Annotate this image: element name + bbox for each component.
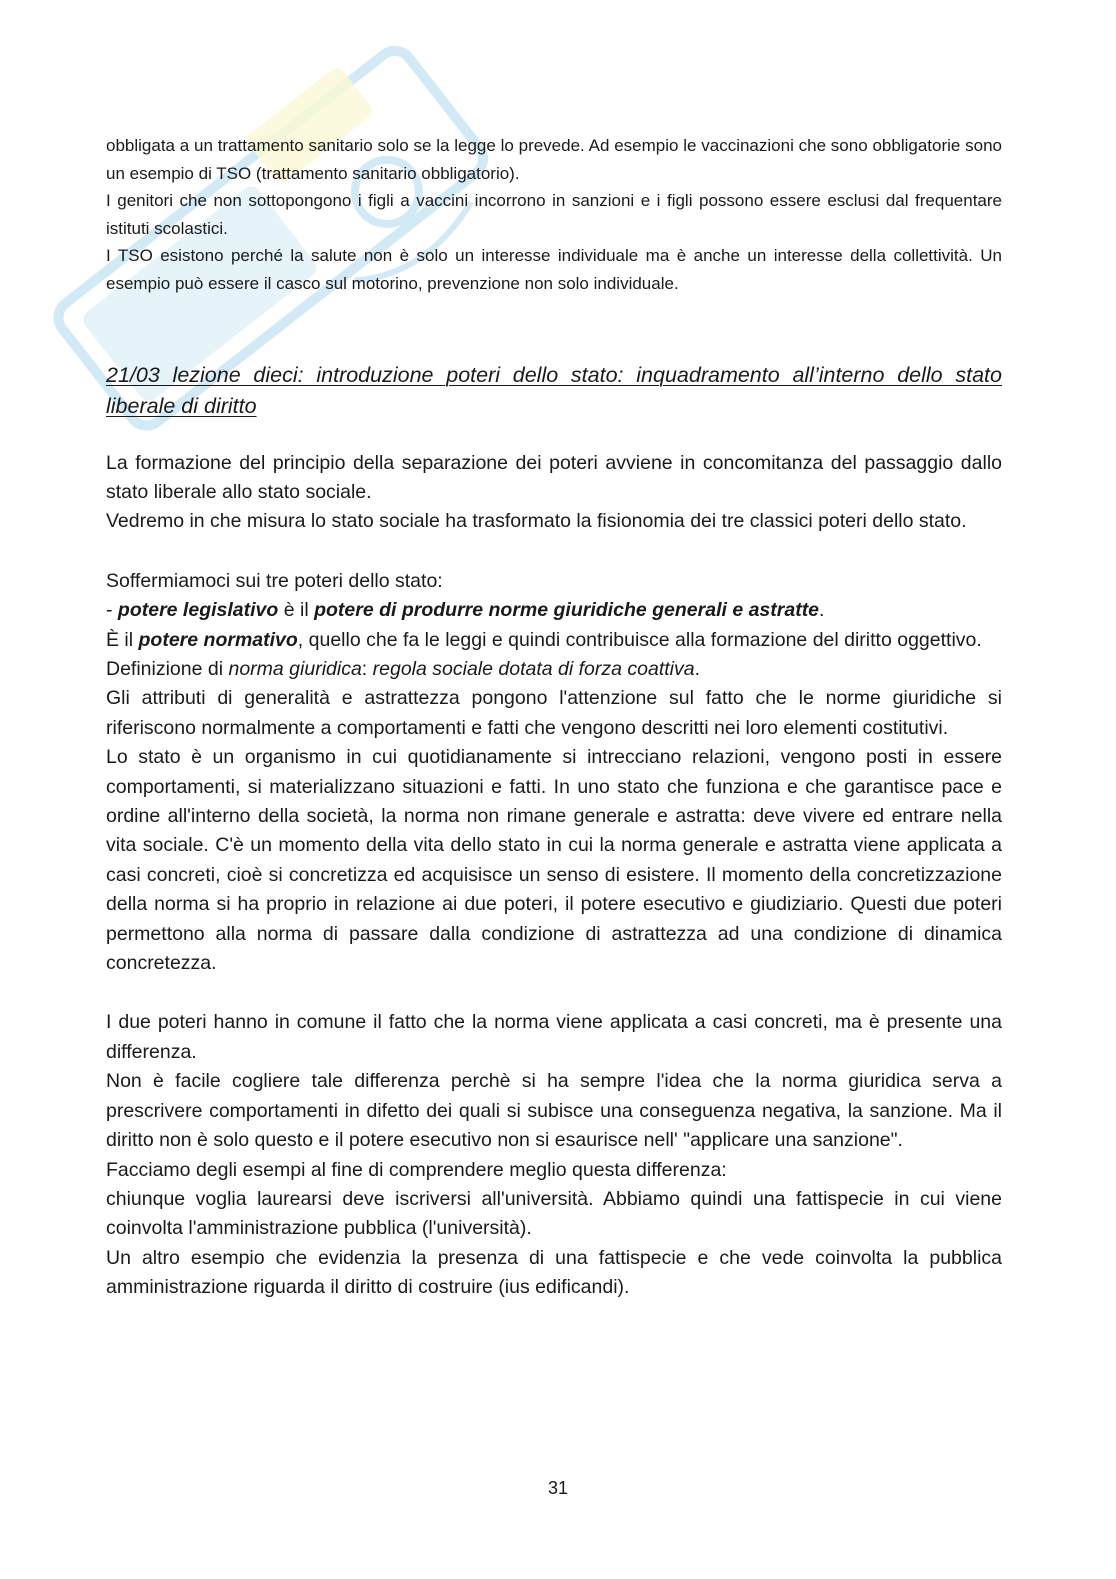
bold-term: potere legislativo bbox=[117, 599, 279, 622]
text-run: : bbox=[361, 658, 373, 680]
bold-term: potere di produrre norme giuridiche generali e astratte bbox=[314, 599, 820, 622]
bold-term: potere normativo bbox=[138, 628, 298, 651]
paragraph: Facciamo degli esempi al fine di comprendere meglio questa differenza: bbox=[106, 1158, 727, 1181]
paragraph: I TSO esistono perché la salute non è solo un interesse individuale ma è anche un interesse della collettività. Un esempio può essere il casco sul motorino, prevenzione non solo individuale. bbox=[106, 246, 1002, 293]
paragraph-normativo bbox=[106, 626, 1002, 655]
paragraph-legislativo bbox=[106, 596, 1002, 625]
paragraph: Un altro esempio che evidenzia la presenza di una fattispecie e che vede coinvolta la pubblica amministrazione riguarda il diritto di costruire (ius edificandi). bbox=[106, 1246, 1002, 1299]
intro-section bbox=[106, 132, 1002, 298]
paragraph: chiunque voglia laurearsi deve iscriversi all'università. Abbiamo quindi una fattispecie in cui viene coinvolta l'amministrazione pubblica (l'università). bbox=[106, 1187, 1002, 1240]
italic-term: norma giuridica bbox=[228, 658, 362, 680]
paragraph-definizione bbox=[106, 655, 1002, 684]
text-run: . bbox=[694, 658, 701, 680]
text-run: . bbox=[819, 599, 825, 622]
text-run: è il bbox=[278, 599, 315, 622]
text-run: Definizione di bbox=[106, 658, 229, 680]
text-run: , quello che fa le leggi e quindi contribuisce alla formazione del diritto oggettivo. bbox=[297, 628, 982, 651]
section-heading: 21/03 lezione dieci: introduzione poteri dello stato: inquadramento all’interno dello stato liberale di diritto bbox=[106, 362, 1002, 419]
paragraph: I due poteri hanno in comune il fatto che la norma viene applicata a casi concreti, ma è presente una differenza. bbox=[106, 1011, 1002, 1063]
paragraph: Non è facile cogliere tale differenza perchè si ha sempre l'idea che la norma giuridica serva a prescrivere comportamenti in difetto dei quali si subisce una conseguenza negativa, la sanzione. Ma il diritto non è solo questo e il potere esecutivo non si esaurisce nell' "applicare una sanzione". bbox=[106, 1070, 1002, 1152]
page-number: 31 bbox=[547, 1478, 569, 1498]
paragraph: I genitori che non sottopongono i figli a vaccini incorrono in sanzioni e i figli possono essere esclusi dal frequentare istituti scolastici. bbox=[106, 191, 1002, 238]
text-run: È il bbox=[106, 628, 139, 651]
paragraph: Gli attributi di generalità e astrattezza pongono l'attenzione sul fatto che le norme giuridiche si riferiscono normalmente a comportamenti e fatti che vengono descritti nei loro elementi costitutivi. bbox=[106, 687, 1002, 739]
section-differenza bbox=[106, 1008, 1002, 1302]
text-run: - bbox=[106, 599, 118, 622]
paragraph: La formazione del principio della separazione dei poteri avviene in concomitanza del passaggio dallo stato liberale allo stato sociale. bbox=[106, 451, 1002, 503]
italic-term: regola sociale dotata di forza coattiva bbox=[372, 658, 695, 680]
paragraph: obbligata a un trattamento sanitario solo se la legge lo prevede. Ad esempio le vaccinazioni che sono obbligatorie sono un esempio di TSO (trattamento sanitario obbligatorio). bbox=[106, 136, 1002, 183]
paragraph: Soffermiamoci sui tre poteri dello stato: bbox=[106, 569, 443, 592]
document-body bbox=[106, 132, 1002, 1303]
section-poteri bbox=[106, 567, 1002, 979]
paragraph: Vedremo in che misura lo stato sociale ha trasformato la fisionomia dei tre classici poteri dello stato. bbox=[106, 510, 967, 533]
paragraph: Lo stato è un organismo in cui quotidianamente si intrecciano relazioni, vengono posti in essere comportamenti, si materializzano situazioni e fatti. In uno stato che funziona e che garantisce pace e ordine all'interno della società, la norma non rimane generale e astratta: deve vivere ed entrare nella vita sociale. C'è un momento della vita dello stato in cui la norma generale e astratta viene applicata a casi concreti, cioè si concretizza ed acquisisce un senso di esistere. Il momento della concretizzazione della norma si ha proprio in relazione ai due poteri, il potere esecutivo e giudiziario. Questi due poteri permettono alla norma di passare dalla condizione di astrattezza ad una condizione di dinamica concretezza. bbox=[106, 746, 1002, 975]
section-intro bbox=[106, 449, 1002, 537]
